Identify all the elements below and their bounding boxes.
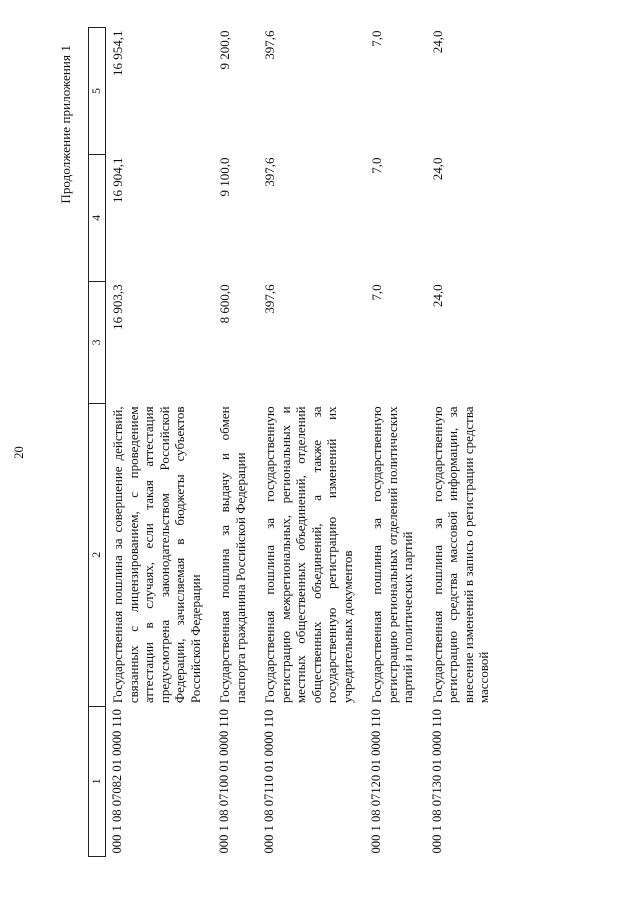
amount-col5: 397,6 xyxy=(262,30,277,60)
amount-col5: 16 954,1 xyxy=(110,30,125,76)
continuation-note: Продолжение приложения 1 xyxy=(58,45,73,204)
column-header-3: 3 xyxy=(89,281,106,403)
amount-col5: 7,0 xyxy=(369,30,384,47)
budget-code: 000 1 08 07130 01 0000 110 xyxy=(429,709,444,854)
budget-code: 000 1 08 07120 01 0000 110 xyxy=(369,709,383,854)
amount-col4: 397,6 xyxy=(262,157,277,187)
table-row xyxy=(106,28,214,857)
amount-col3: 8 600,0 xyxy=(217,284,232,324)
revenue-description: Государственная пошлина за государственную регистрацию региональных отделений политических партий и политических партий xyxy=(369,406,415,704)
amount-col4: 9 100,0 xyxy=(217,157,232,197)
amount-col3: 24,0 xyxy=(429,284,445,308)
budget-code: 000 1 08 07100 01 0000 110 xyxy=(217,709,231,854)
revenue-description: Государственная пошлина за совершение действий, связанных с лицензированием, с проведением аттестации в случаях, если такая аттестация предусмотрена законодательством Российской Федерации, зачисляемая в бюджеты субъектов Российской Федерации xyxy=(110,406,203,704)
revenue-description: Государственная пошлина за государственную регистрацию средства массовой информации, за внесение изменений в запись о регистрации средства массовой xyxy=(429,406,491,704)
amount-col4: 24,0 xyxy=(429,157,445,181)
table-row xyxy=(365,28,426,857)
revenue-table xyxy=(88,27,502,857)
table-row xyxy=(213,28,258,857)
revenue-description: Государственная пошлина за государственную регистрацию межрегиональных, региональных и местных общественных объединений, отделений общественных объединений, а также за государственную регистрацию изменений их учредительных документов xyxy=(262,406,355,704)
amount-col5: 9 200,0 xyxy=(217,30,232,70)
amount-col3: 397,6 xyxy=(262,284,277,314)
budget-code: 000 1 08 07110 01 0000 110 xyxy=(262,709,276,854)
amount-col5: 24,0 xyxy=(429,30,445,54)
page-number: 20 xyxy=(12,446,26,459)
budget-code: 000 1 08 07082 01 0000 110 xyxy=(110,709,124,854)
amount-col4: 7,0 xyxy=(369,157,384,174)
amount-col3: 7,0 xyxy=(369,284,384,301)
column-header-1: 1 xyxy=(89,706,106,856)
column-header-5: 5 xyxy=(89,28,106,155)
amount-col3: 16 903,3 xyxy=(110,284,125,330)
amount-col4: 16 904,1 xyxy=(110,157,125,203)
table-row xyxy=(258,28,365,857)
revenue-description: Государственная пошлина за выдачу и обмен паспорта гражданина Российской Федерации xyxy=(217,406,248,704)
column-header-2: 2 xyxy=(89,403,106,706)
column-header-4: 4 xyxy=(89,154,106,281)
table-row xyxy=(426,28,502,857)
table-header-row xyxy=(89,28,106,857)
